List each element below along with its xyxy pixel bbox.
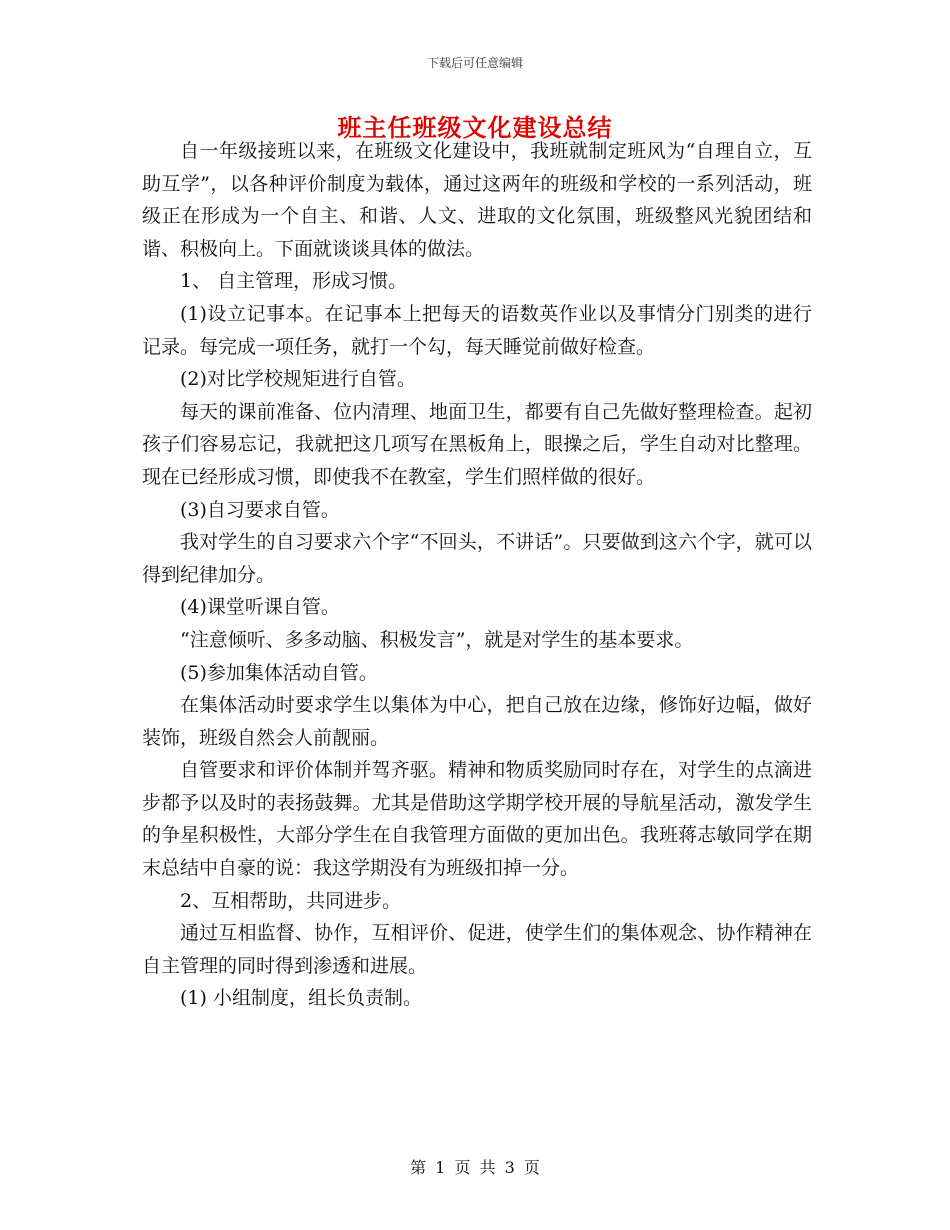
page-header: 下载后可任意编辑 <box>426 56 523 70</box>
subheading: (4)课堂听课自管。 <box>180 596 340 619</box>
paragraph-intro: 自一年级接班以来，在班级文化建设中，我班就制定班风为“自理自立，互助互学”，以各种评价制度为载体，通过这两年的班级和学校的一系列活动，班级正在形成为一个自主、和谐、人文、进取的文化氛围，班级整风光貌团结和谐、积极向上。下面就谈谈具体的做法。 <box>142 140 812 260</box>
subheading: (2)对比学校规矩进行自管。 <box>180 368 416 391</box>
subheading: (3)自习要求自管。 <box>180 498 340 521</box>
paragraph: 通过互相监督、协作，互相评价、促进，使学生们的集体观念、协作精神在自主管理的同时得到渗透和进展。 <box>142 922 812 977</box>
subheading: (1) 小组制度，组长负责制。 <box>180 987 422 1010</box>
document-title: 班主任班级文化建设总结 <box>337 114 613 142</box>
paragraph: 我对学生的自习要求六个字“不回头，不讲话”。只要做到这六个字，就可以得到纪律加分。 <box>142 531 812 586</box>
subheading: (5)参加集体活动自管。 <box>180 661 378 684</box>
section-heading-2: 2、互相帮助，共同进步。 <box>180 889 402 912</box>
paragraph: 在集体活动时要求学生以集体为中心，把自己放在边缘，修饰好边幅，做好装饰，班级自然会人前靓丽。 <box>142 694 812 749</box>
section-heading-1: 1、 自主管理，形成习惯。 <box>180 270 408 293</box>
paragraph: (1)设立记事本。在记事本上把每天的语数英作业以及事情分门别类的进行记录。每完成一项任务，就打一个勾，每天睡觉前做好检查。 <box>142 302 812 358</box>
page-footer: 第 1 页 共 3 页 <box>410 1158 540 1177</box>
paragraph: 自管要求和评价体制并驾齐驱。精神和物质奖励同时存在，对学生的点滴进步都予以及时的表扬鼓舞。尤其是借助这学期学校开展的导航星活动，激发学生的争星积极性，大部分学生在自我管理方面做的更加出色。我班蒋志敏同学在期末总结中自豪的说：我这学期没有为班级扣掉一分。 <box>142 759 812 880</box>
document-body <box>142 135 812 1015</box>
paragraph: 每天的课前准备、位内清理、地面卫生，都要有自己先做好整理检查。起初孩子们容易忘记，我就把这几项写在黑板角上，眼操之后，学生自动对比整理。现在已经形成习惯，即使我不在教室，学生们照样做的很好。 <box>142 400 812 488</box>
paragraph: “注意倾听、多多动脑、积极发言”，就是对学生的基本要求。 <box>180 628 694 651</box>
